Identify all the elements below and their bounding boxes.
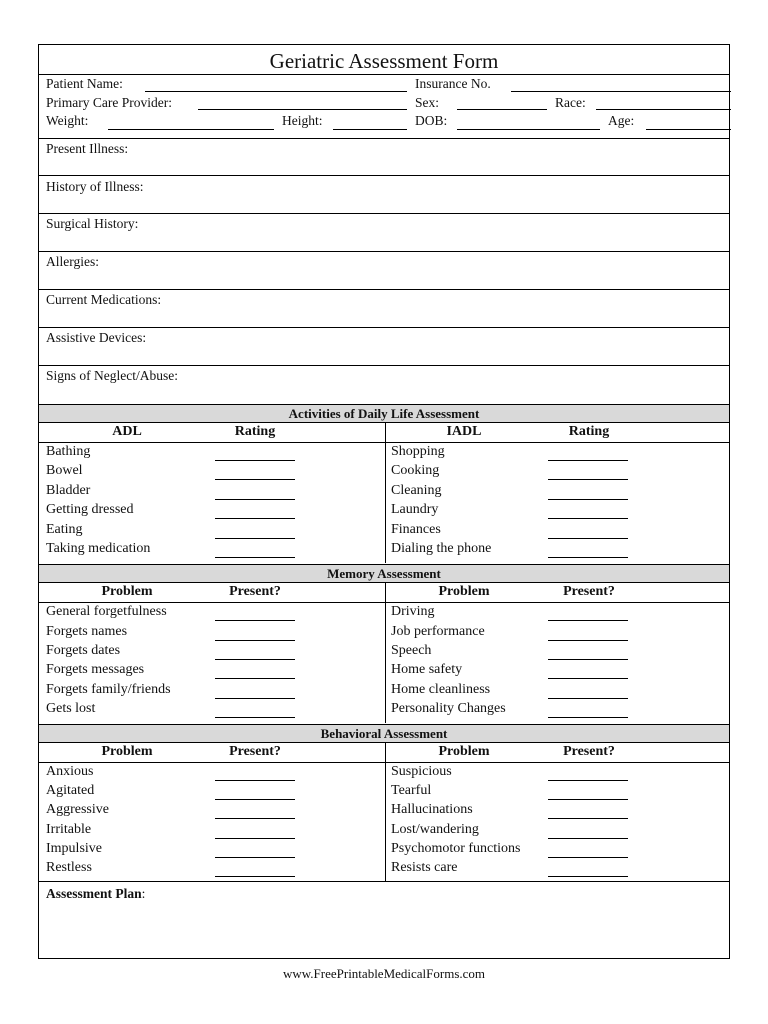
assessment-plan-field[interactable]: [39, 901, 729, 957]
rating-blank[interactable]: [215, 538, 295, 539]
rating-column-header: Rating: [234, 424, 276, 439]
present-blank[interactable]: [548, 857, 628, 858]
signs-of-neglect-label: Signs of Neglect/Abuse:: [46, 368, 178, 383]
iadl-item: Cleaning: [391, 483, 442, 498]
rating-blank[interactable]: [548, 479, 628, 480]
rating-blank[interactable]: [215, 518, 295, 519]
present-blank[interactable]: [548, 640, 628, 641]
weight-label: Weight:: [46, 113, 89, 128]
present-blank[interactable]: [215, 717, 295, 718]
memory-problem-item: General forgetfulness: [46, 604, 167, 619]
height-label: Height:: [282, 113, 323, 128]
rating-blank[interactable]: [548, 518, 628, 519]
assessment-plan-label: Assessment Plan:: [46, 886, 146, 901]
problem-column-header: Problem: [101, 584, 153, 599]
assistive-devices-label: Assistive Devices:: [46, 330, 147, 345]
column-divider: [385, 743, 386, 881]
behavioral-problem-item: Agitated: [46, 783, 95, 798]
memory-problem-item: Forgets family/friends: [46, 682, 171, 697]
divider: [39, 762, 729, 763]
history-of-illness-label: History of Illness:: [46, 179, 144, 194]
patient-name-field[interactable]: [145, 91, 407, 92]
memory-problem-item: Forgets messages: [46, 662, 145, 677]
memory-problem-item: Forgets names: [46, 624, 128, 639]
divider: [39, 442, 729, 443]
present-blank[interactable]: [215, 620, 295, 621]
present-blank[interactable]: [548, 620, 628, 621]
memory-problem-item: Personality Changes: [391, 701, 506, 716]
memory-problem-item: Home cleanliness: [391, 682, 491, 697]
present-column-header: Present?: [563, 584, 615, 599]
behavioral-problem-item: Aggressive: [46, 802, 109, 817]
present-blank[interactable]: [215, 876, 295, 877]
adl-item: Getting dressed: [46, 502, 134, 517]
surgical-history-label: Surgical History:: [46, 216, 139, 231]
behavioral-problem-item: Psychomotor functions: [391, 841, 521, 856]
current-medications-label: Current Medications:: [46, 292, 162, 307]
present-blank[interactable]: [215, 799, 295, 800]
behavioral-problem-item: Resists care: [391, 860, 458, 875]
divider: [39, 881, 729, 882]
present-column-header: Present?: [563, 744, 615, 759]
behavioral-problem-item: Suspicious: [391, 764, 452, 779]
iadl-item: Cooking: [391, 463, 440, 478]
rating-blank[interactable]: [215, 499, 295, 500]
age-field[interactable]: [646, 129, 731, 130]
iadl-item: Laundry: [391, 502, 439, 517]
primary-care-provider-label: Primary Care Provider:: [46, 95, 172, 110]
column-divider: [385, 423, 386, 563]
rating-blank[interactable]: [548, 499, 628, 500]
present-blank[interactable]: [548, 799, 628, 800]
memory-problem-item: Job performance: [391, 624, 485, 639]
present-blank[interactable]: [548, 659, 628, 660]
behavioral-problem-item: Irritable: [46, 822, 92, 837]
memory-problem-item: Gets lost: [46, 701, 96, 716]
present-illness-label: Present Illness:: [46, 141, 129, 156]
adl-item: Taking medication: [46, 541, 151, 556]
behavioral-problem-item: Lost/wandering: [391, 822, 479, 837]
present-blank[interactable]: [215, 780, 295, 781]
divider: [39, 251, 729, 252]
behavioral-problem-item: Restless: [46, 860, 92, 875]
behavioral-problem-item: Impulsive: [46, 841, 102, 856]
present-blank[interactable]: [215, 698, 295, 699]
rating-blank[interactable]: [215, 479, 295, 480]
problem-column-header: Problem: [101, 744, 153, 759]
behavioral-problem-item: Anxious: [46, 764, 94, 779]
memory-problem-item: Speech: [391, 643, 432, 658]
present-blank[interactable]: [548, 717, 628, 718]
race-field[interactable]: [596, 109, 731, 110]
memory-problem-item: Driving: [391, 604, 435, 619]
present-blank[interactable]: [215, 678, 295, 679]
geriatric-assessment-form: [38, 44, 730, 959]
iadl-item: Dialing the phone: [391, 541, 492, 556]
present-blank[interactable]: [215, 659, 295, 660]
adl-item: Bowel: [46, 463, 83, 478]
rating-blank[interactable]: [548, 557, 628, 558]
divider: [39, 74, 729, 75]
insurance-no-field[interactable]: [511, 91, 731, 92]
footer-website: www.FreePrintableMedicalForms.com: [282, 966, 486, 981]
rating-blank[interactable]: [548, 538, 628, 539]
dob-field[interactable]: [457, 129, 600, 130]
rating-column-header: Rating: [568, 424, 610, 439]
present-blank[interactable]: [215, 857, 295, 858]
memory-problem-item: Forgets dates: [46, 643, 121, 658]
present-blank[interactable]: [215, 818, 295, 819]
column-divider: [385, 583, 386, 723]
divider: [39, 365, 729, 366]
divider: [39, 138, 729, 139]
present-blank[interactable]: [548, 838, 628, 839]
present-blank[interactable]: [215, 838, 295, 839]
sex-label: Sex:: [415, 95, 440, 110]
rating-blank[interactable]: [215, 460, 295, 461]
present-column-header: Present?: [229, 584, 281, 599]
adl-section-header: Activities of Daily Life Assessment: [39, 404, 729, 423]
present-blank[interactable]: [548, 678, 628, 679]
insurance-no-label: Insurance No.: [415, 76, 491, 91]
problem-column-header: Problem: [438, 584, 490, 599]
adl-item: Bladder: [46, 483, 91, 498]
height-field[interactable]: [333, 129, 407, 130]
problem-column-header: Problem: [438, 744, 490, 759]
present-column-header: Present?: [229, 744, 281, 759]
rating-blank[interactable]: [215, 557, 295, 558]
behavioral-problem-item: Hallucinations: [391, 802, 473, 817]
sex-field[interactable]: [457, 109, 547, 110]
race-label: Race:: [555, 95, 586, 110]
iadl-column-header: IADL: [446, 424, 482, 439]
patient-name-label: Patient Name:: [46, 76, 123, 91]
behavioral-section-header: Behavioral Assessment: [39, 724, 729, 743]
present-blank[interactable]: [548, 818, 628, 819]
present-blank[interactable]: [548, 876, 628, 877]
divider: [39, 175, 729, 176]
divider: [39, 327, 729, 328]
present-blank[interactable]: [215, 640, 295, 641]
present-blank[interactable]: [548, 698, 628, 699]
behavioral-problem-item: Tearful: [391, 783, 432, 798]
dob-label: DOB:: [415, 113, 448, 128]
divider: [39, 289, 729, 290]
memory-section-header: Memory Assessment: [39, 564, 729, 583]
divider: [39, 602, 729, 603]
rating-blank[interactable]: [548, 460, 628, 461]
memory-problem-item: Home safety: [391, 662, 463, 677]
divider: [39, 213, 729, 214]
age-label: Age:: [608, 113, 635, 128]
adl-item: Eating: [46, 522, 83, 537]
form-title: Geriatric Assessment Form: [269, 49, 499, 73]
iadl-item: Shopping: [391, 444, 445, 459]
present-blank[interactable]: [548, 780, 628, 781]
iadl-item: Finances: [391, 522, 441, 537]
weight-field[interactable]: [108, 129, 274, 130]
allergies-label: Allergies:: [46, 254, 99, 269]
adl-column-header: ADL: [112, 424, 142, 439]
adl-item: Bathing: [46, 444, 91, 459]
primary-care-provider-field[interactable]: [198, 109, 407, 110]
